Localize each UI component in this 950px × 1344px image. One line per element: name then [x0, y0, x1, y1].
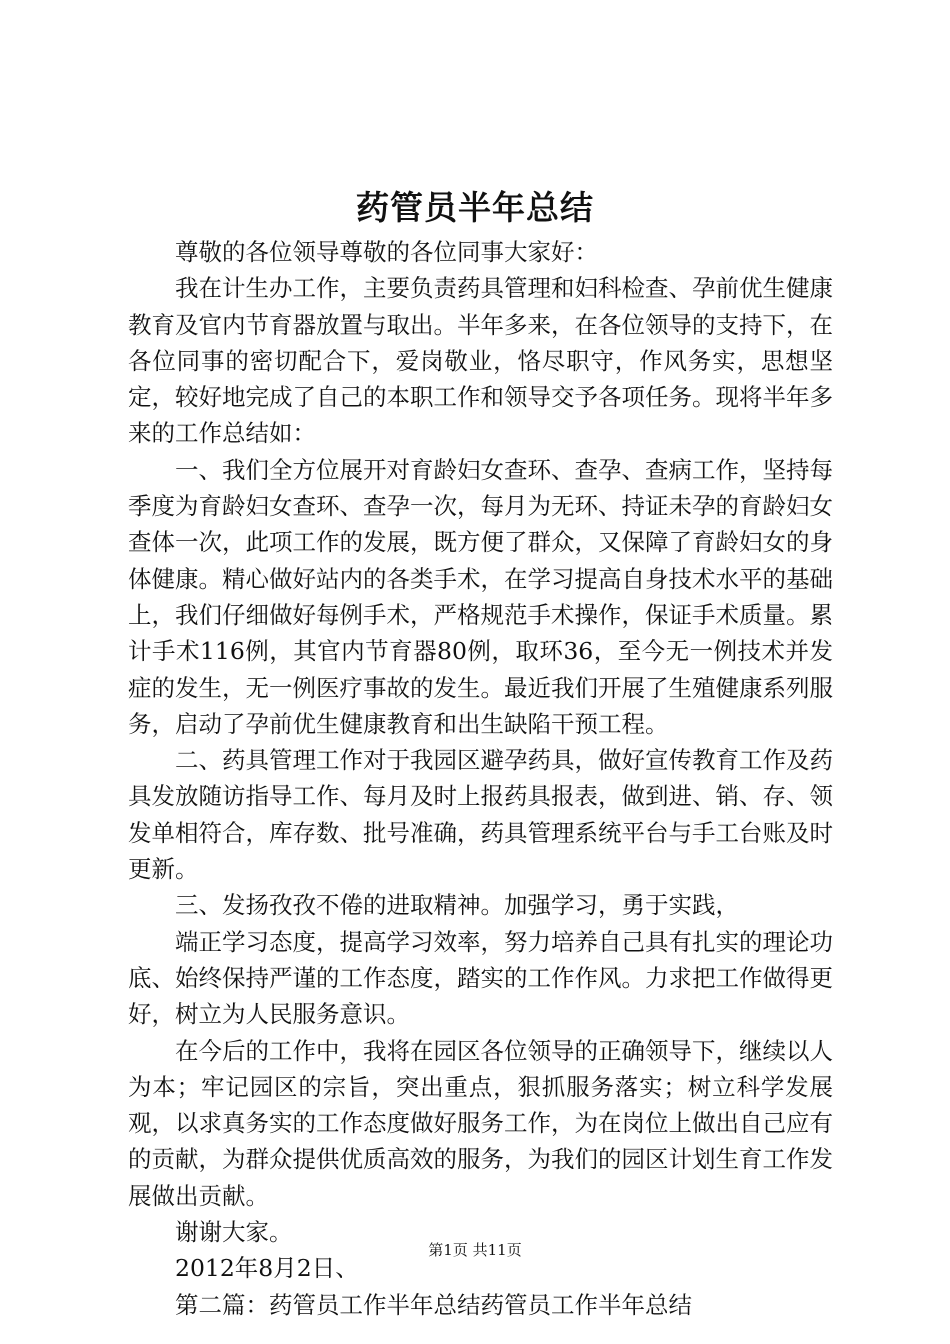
paragraph-outlook: 在今后的工作中，我将在园区各位领导的正确领导下，继续以人为本；牢记园区的宗旨，突出重点，狠抓服务落实；树立科学发展观，以求真务实的工作态度做好服务工作，为在岗位上做出自己应有的贡献，为群众提供优质高效的服务，为我们的园区计划生育工作发展做出贡献。	[128, 1036, 833, 1210]
paragraph-introduction: 我在计生办工作，主要负责药具管理和妇科检查、孕前优生健康教育及官内节育器放置与取出。半年多来，在各位领导的支持下，在各位同事的密切配合下，爱岗敬业，恪尽职守，作风务实，思想坚定，较好地完成了自己的本职工作和领导交予各项任务。现将半年多来的工作总结如：	[128, 274, 833, 448]
page-number: 第1页 共11页	[428, 1241, 522, 1259]
paragraph-thanks: 谢谢大家。	[175, 1218, 293, 1247]
paragraph-date: 2012年8月2日、	[175, 1254, 359, 1283]
paragraph-section-two: 二、药具管理工作对于我园区避孕药具，做好宣传教育工作及药具发放随访指导工作、每月及时上报药具报表，做到进、销、存、领发单相符合，库存数、批号准确，药具管理系统平台与手工台账及时更新。	[128, 746, 833, 884]
document-title: 药管员半年总结	[356, 188, 594, 227]
paragraph-section-one: 一、我们全方位展开对育龄妇女查环、查孕、查病工作，坚持每季度为育龄妇女查环、查孕一次，每月为无环、持证未孕的育龄妇女查体一次，此项工作的发展，既方便了群众，又保障了育龄妇女的身体健康。精心做好站内的各类手术，在学习提高自身技术水平的基础上，我们仔细做好每例手术，严格规范手术操作，保证手术质量。累计手术116例，其官内节育器80例，取环36，至今无一例技术并发症的发生，无一例医疗事故的发生。最近我们开展了生殖健康系列服务，启动了孕前优生健康教育和出生缺陷干预工程。	[128, 455, 833, 738]
document-body	[128, 234, 833, 1323]
paragraph-section-three: 三、发扬孜孜不倦的进取精神。加强学习，勇于实践，	[175, 891, 739, 920]
paragraph-greeting: 尊敬的各位领导尊敬的各位同事大家好：	[175, 238, 598, 266]
paragraph-section-three-detail: 端正学习态度，提高学习效率，努力培养自己具有扎实的理论功底、始终保持严谨的工作态度，踏实的工作作风。力求把工作做得更好，树立为人民服务意识。	[128, 927, 833, 1029]
paragraph-second-article-heading: 第二篇：药管员工作半年总结药管员工作半年总结	[175, 1290, 692, 1319]
